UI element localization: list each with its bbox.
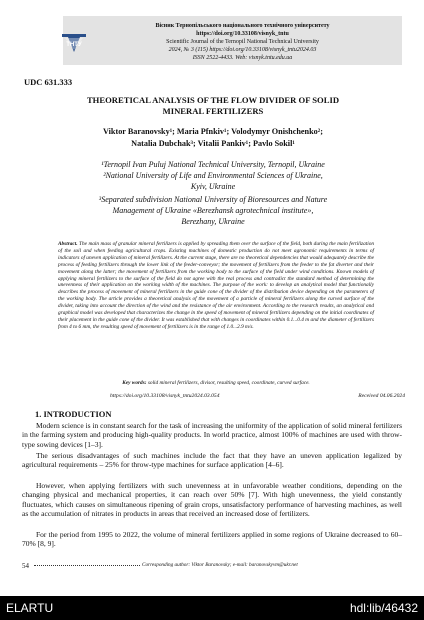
keywords bbox=[58, 380, 374, 387]
affiliation-3-line-3: Berezhany, Ukraine bbox=[181, 217, 245, 226]
repository-bar bbox=[0, 596, 424, 620]
journal-doi: https://doi.org/10.33108/visnyk_tntu bbox=[196, 31, 289, 37]
corresponding-author: Corresponding author: Viktor Baranovsky; e-mail: baranovskyvm@ukr.net bbox=[142, 562, 298, 568]
page-number: 54 bbox=[22, 562, 29, 570]
abstract-text: The main mass of granular mineral fertilizers is applied by spreading them over the surface of the field, both during the main fertilization of the soil and when feeding agricultural crops. Existing machines of domestic production do not meet agronomic requirements in terms of indicators of uneven application of mineral fertilizers. At the current stage, there are no theoretical dependencies that would adequately describe the process of feeding fertilizers through the lower link of the feeder-conveyor; the movement of fertilizers from the feeder to the fat diverter and their movement along the latter; the movement of fertilizers from the working body to the surface of the field under wind conditions. Known models of applying mineral fertilizers to the surface of the field do not agree with the real process and contradict the standard method of determining the unevenness of their application on the working width of the machines. The purpose of the work: to develop an analytical model that functionally describes the process of movement of mineral fertilizers in the guide cone of the divider of the distribution device depending on the parameters of the working body. The article provides a theoretical analysis of the movement of a particle of mineral fertilizers along the curved surface of the divider, taking into account the direction of the wind and the resistance of the air environment. According to the research results, an analytical and graphical model was developed that characterizes the change in the speed of movement of mineral fertilizers depending on the initial coordinates of their placement in the guide cone of the divider. It was established that with changes in coordinates within 0.1...0.4 m and the diameter of fertilizers from 4 to 6 mm, the resulting speed of movement of fertilizers is in the range of 1.0...2.9 m/s. bbox=[58, 241, 374, 330]
logo-text: ТНТУ bbox=[66, 42, 82, 48]
affiliation-2-line-2: Kyiv, Ukraine bbox=[190, 182, 236, 191]
handle-id[interactable]: hdl:lib/46432 bbox=[349, 601, 418, 615]
paragraph-4: For the period from 1995 to 2022, the volume of mineral fertilizers applied in some regions of Ukraine decreased to 60–70% [8, 9]. bbox=[22, 530, 402, 549]
repository-name: ELARTU bbox=[6, 601, 54, 615]
abstract-label: Abstract. bbox=[58, 241, 78, 247]
journal-issue: 2024, № 3 (115) https://doi.org/10.33108/visnyk_tntu2024.03 bbox=[168, 47, 317, 53]
received-date: Received 04.06.2024 bbox=[358, 393, 405, 399]
keywords-text: solid mineral fertilizers, divisor, resulting speed, coordinate, curved surface. bbox=[147, 380, 310, 386]
university-logo bbox=[60, 30, 88, 54]
affiliation-1: ¹Ternopil Ivan Puluj National Technical University, Ternopil, Ukraine bbox=[101, 160, 325, 169]
affiliation-2-line-1: ²National University of Life and Environmental Sciences of Ukraine, bbox=[103, 171, 323, 180]
affiliation-3-line-2: Management of Ukraine «Berezhansk agrotechnical institute», bbox=[112, 206, 314, 215]
footer-dotted-rule bbox=[34, 565, 140, 566]
journal-title-ukrainian: Вісник Тернопільського національного технічного університету bbox=[155, 23, 330, 29]
article-title-line-1: THEORETICAL ANALYSIS OF THE FLOW DIVIDER OF SOLID bbox=[86, 95, 340, 105]
authors-line-1: Viktor Baranovsky¹; Maria Pfnkiv¹; Volodymyr Onishchenko²; bbox=[103, 127, 323, 136]
affiliation-3-line-1: ³Separated subdivision National University of Bioresources and Nature bbox=[98, 195, 328, 204]
section-heading-introduction: 1. INTRODUCTION bbox=[35, 409, 112, 419]
paragraph-3: However, when applying fertilizers with such unevenness at in unfavorable weather conditions, depending on the changing physical and mechanical properties, it can reach over 50% [7]. With high unevenness, the yield constantly fluctuates, which causes on simultaneous ripening of grain crops, unsatisfactory performance of harvesting machines, as well as the accumulation of nitrates in products in areas that received an increased dose of fertilizers. bbox=[22, 481, 402, 519]
authors-line-2: Natalia Dubchak³; Vitalii Pankiv¹; Pavlo Sokil¹ bbox=[131, 139, 295, 148]
keywords-label: Key words: bbox=[122, 380, 147, 386]
abstract bbox=[58, 241, 374, 331]
journal-issn: ISSN 2522-4433. Web: visnyk.tntu.edu.ua bbox=[192, 55, 293, 61]
udc-code: UDC 631.333 bbox=[24, 77, 73, 87]
journal-title-english: Scientific Journal of the Ternopil National Technical University bbox=[166, 39, 319, 45]
article-title-line-2: MINERAL FERTILIZERS bbox=[162, 106, 264, 116]
article-doi-link[interactable]: https://doi.org/10.33108/visnyk_tntu2024.03.054 bbox=[110, 393, 220, 399]
paragraph-1: Modern science is in constant search for the task of increasing the uniformity of the application of solid mineral fertilizers in the farming system and producing high-quality products. In world practice, almost 100% of machines are used with throw-type sowing devices [1–3]. bbox=[22, 421, 402, 449]
paragraph-2: The serious disadvantages of such machines include the fact that they have an uneven application legalized by agricultural requirements – 25% for throw-type machines for surface application [4–6]. bbox=[22, 451, 402, 470]
